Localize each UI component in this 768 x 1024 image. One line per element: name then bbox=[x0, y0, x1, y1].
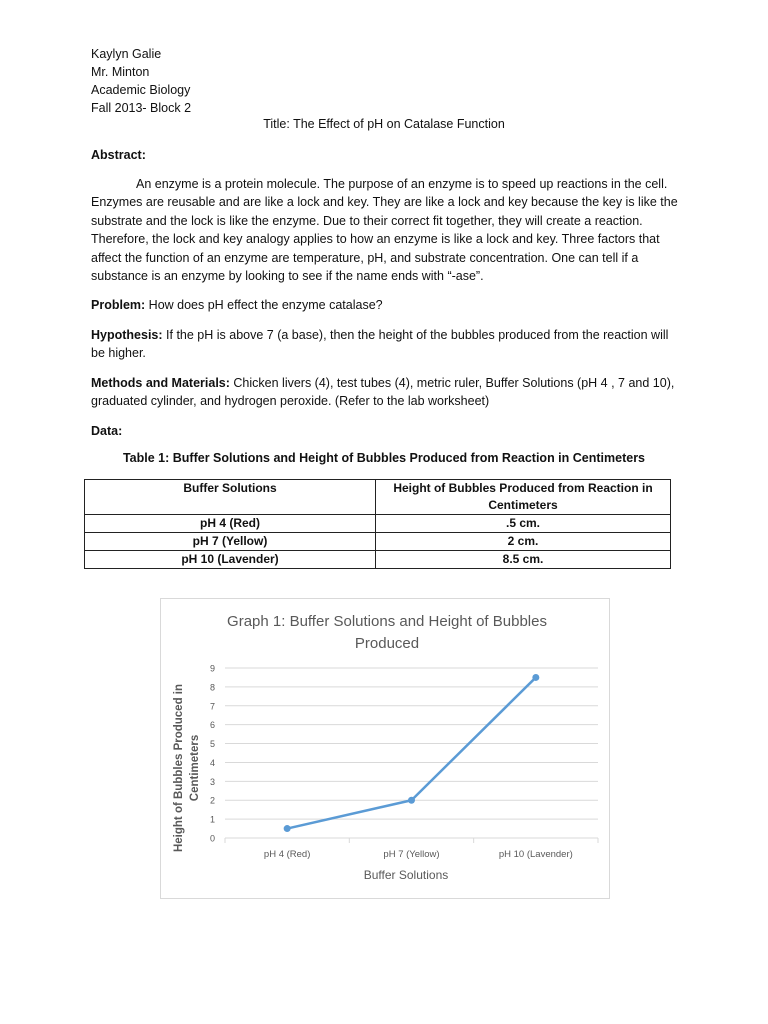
abstract-text: An enzyme is a protein molecule. The purpose of an enzyme is to speed up reactions in the cell. Enzymes are reusable and are like a lock and key. They are like a lock and key because the key is like the substrate and the lock is like the enzyme. Due to their correct fit together, they will create a reaction. Therefore, the lock and key analogy applies to how an enzyme is like a lock and key. Three factors that affect the function of an enzyme are temperature, pH, and substrate concentration. One can tell if a substance is an enzyme by looking to see if the name ends with “-ase”. bbox=[91, 177, 678, 284]
y-tick-label: 2 bbox=[209, 795, 215, 806]
hypothesis-section bbox=[91, 326, 681, 363]
data-point bbox=[532, 674, 539, 681]
chart-title-line-2: Produced bbox=[354, 635, 420, 652]
teacher-name: Mr. Minton bbox=[91, 65, 150, 79]
y-tick-label: 9 bbox=[209, 663, 215, 674]
x-tick-label: pH 7 (Yellow) bbox=[383, 849, 440, 860]
chart-plot-area bbox=[210, 664, 598, 861]
y-tick-label: 3 bbox=[209, 776, 215, 787]
table-caption: Table 1: Buffer Solutions and Height of Bubbles Produced from Reaction in Centimeters bbox=[122, 451, 646, 465]
methods-section bbox=[91, 374, 681, 411]
chart-svg bbox=[161, 599, 609, 898]
y-tick-label: 0 bbox=[209, 833, 215, 844]
y-tick-label: 8 bbox=[209, 682, 215, 693]
page-title: Title: The Effect of pH on Catalase Function bbox=[263, 117, 505, 131]
line-chart bbox=[160, 598, 610, 899]
problem-text: How does pH effect the enzyme catalase? bbox=[148, 298, 383, 312]
table-cell: pH 7 (Yellow) bbox=[85, 533, 376, 551]
table-cell: 8.5 cm. bbox=[376, 551, 671, 569]
chart-title-line-1: Graph 1: Buffer Solutions and Height of Bubbles bbox=[227, 613, 547, 630]
y-axis-label-line-2: Centimeters bbox=[189, 734, 201, 802]
x-tick-label: pH 4 (Red) bbox=[263, 849, 311, 860]
course-name: Academic Biology bbox=[91, 83, 191, 97]
table-cell: pH 10 (Lavender) bbox=[85, 551, 376, 569]
abstract-heading: Abstract: bbox=[91, 148, 146, 162]
table-row bbox=[85, 515, 671, 533]
data-point bbox=[408, 797, 415, 804]
y-axis-label-line-1: Height of Bubbles Produced in bbox=[173, 683, 185, 853]
y-tick-label: 5 bbox=[209, 739, 215, 750]
x-tick-label: pH 10 (Lavender) bbox=[498, 849, 573, 860]
table-header-cell: Buffer Solutions bbox=[85, 480, 376, 515]
table-cell: 2 cm. bbox=[376, 533, 671, 551]
table-row bbox=[85, 551, 671, 569]
methods-label: Methods and Materials: bbox=[91, 376, 230, 390]
student-name: Kaylyn Galie bbox=[91, 47, 162, 61]
table-cell: .5 cm. bbox=[376, 515, 671, 533]
y-tick-label: 7 bbox=[209, 701, 215, 712]
term-block: Fall 2013- Block 2 bbox=[91, 101, 192, 115]
x-axis-label: Buffer Solutions bbox=[363, 868, 449, 882]
table-header-cell: Height of Bubbles Produced from Reaction in Centimeters bbox=[376, 480, 671, 515]
y-tick-label: 1 bbox=[209, 814, 215, 825]
table-row bbox=[85, 533, 671, 551]
table-cell: pH 4 (Red) bbox=[85, 515, 376, 533]
hypothesis-label: Hypothesis: bbox=[91, 328, 163, 342]
problem-section bbox=[91, 296, 681, 314]
y-tick-label: 4 bbox=[209, 757, 215, 768]
table-header-row bbox=[85, 480, 671, 515]
hypothesis-text: If the pH is above 7 (a base), then the height of the bubbles produced from the reaction will be higher. bbox=[91, 328, 669, 361]
methods-text: Chicken livers (4), test tubes (4), metric ruler, Buffer Solutions (pH 4 , 7 and 10), graduated cylinder, and hydrogen peroxide. (Refer to the lab worksheet) bbox=[91, 376, 675, 409]
data-heading: Data: bbox=[91, 424, 123, 438]
problem-label: Problem: bbox=[91, 298, 146, 312]
data-point bbox=[284, 825, 291, 832]
data-table bbox=[84, 479, 671, 569]
y-tick-label: 6 bbox=[209, 720, 215, 731]
series-line bbox=[287, 677, 536, 828]
